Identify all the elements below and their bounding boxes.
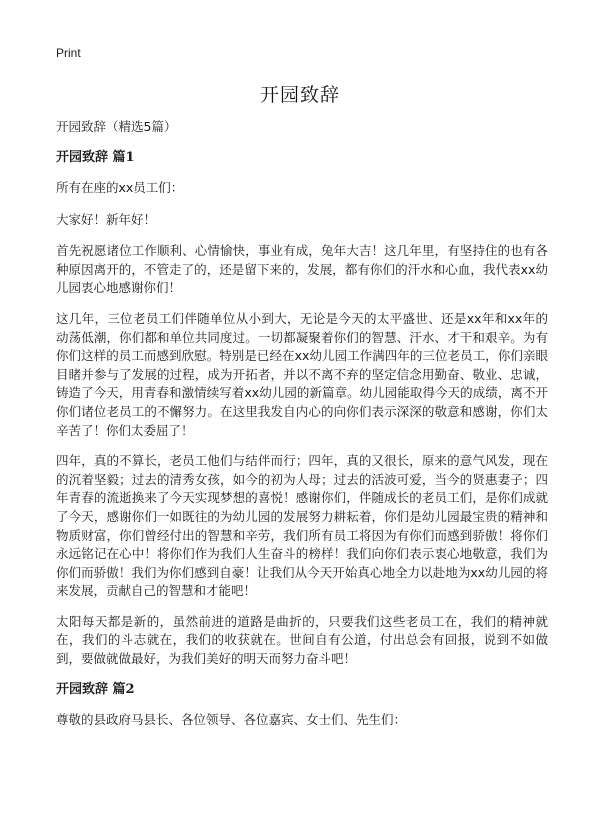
document-subtitle: 开园致辞（精选5篇）	[56, 119, 177, 134]
section-heading-1: 开园致辞 篇1	[56, 150, 135, 165]
paragraph: 四年，真的不算长，老员工他们与结伴而行；四年，真的又很长，原来的意气风发，现在的沉着坚毅；过去的清秀女孩，如今的初为人母；过去的活波可爱，当今的贤惠妻子；四年青春的流逝换来了今天实现梦想的喜悦！感谢你们，伴随成长的老员工们，是你们成就了今天，感谢你们一如既往的为幼儿园的发展努力耕耘着，你们是幼儿园最宝贵的精神和物质财富，你们曾经付出的智慧和辛劳，我们所有员工将因为有你们而感到骄傲！将你们永远铭记在心中！将你们作为我们人生奋斗的榜样！我们向你们表示衷心地敬意，我们为你们而骄傲！我们为你们感到自豪！让我们从今天开始真心地全力以赴地为xx幼儿园的将来发展，贡献自己的智慧和才能吧！	[56, 453, 548, 599]
document-body	[56, 118, 548, 741]
print-label[interactable]: Print	[56, 46, 81, 60]
paragraph: 首先祝愿诸位工作顺利、心情愉快，事业有成，兔年大吉！这几年里，有坚持住的也有各种原因离开的，不管走了的，还是留下来的，发展，都有你们的汗水和心血，我代表xx幼儿园衷心地感谢你们！	[56, 243, 548, 296]
paragraph: 大家好！新年好！	[56, 211, 157, 227]
document-title: 开园致辞	[259, 84, 340, 106]
paragraph: 太阳每天都是新的，虽然前进的道路是曲折的，只要我们这些老员工在，我们的精神就在，我们的斗志就在，我们的收获就在。世间自有公道，付出总会有回报，说到不如做到，要做就做最好，为我们美好的明天而努力奋斗吧！	[56, 613, 548, 667]
paragraph: 所有在座的xx员工们：	[56, 180, 184, 195]
section-heading-2: 开园致辞 篇2	[56, 681, 135, 697]
paragraph: 这几年，三位老员工们伴随单位从小到大，无论是今天的太平盛世、还是xx年和xx年的动荡低潮，你们都和单位共同度过。一切都凝聚着你们的智慧、汗水、才干和艰辛。为有你们这样的员工而感到欣慰。特别是已经在xx幼儿园工作满四年的三位老员工，你们亲眼目睹并参与了发展的过程，成为开拓者，并以不离不弃的坚定信念用勤奋、敬业、忠诚，铸造了今天，用青春和激情续写着xx幼儿园的新篇章。幼儿园能取得今天的成绩，离不开你们诸位老员工的不懈努力。在这里我发自内心的向你们表示深深的敬意和感谢，你们太辛苦了！你们太委屈了！	[56, 310, 548, 438]
paragraph: 尊敬的县政府马县长、各位领导、各位嘉宾、女士们、先生们：	[56, 711, 407, 727]
